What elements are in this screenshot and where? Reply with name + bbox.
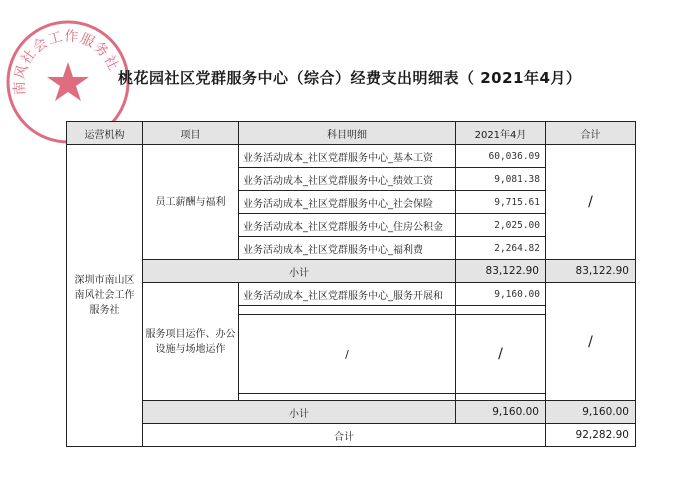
- amount-cell: 2,264.82: [456, 237, 546, 260]
- detail-cell: 业务活动成本_社区党群服务中心_绩效工资: [239, 168, 456, 191]
- subtotal-label: 小计: [143, 401, 456, 424]
- detail-cell: 业务活动成本_社区党群服务中心_福利费: [239, 237, 456, 260]
- grand-total-row: [67, 424, 636, 447]
- item-salary: 员工薪酬与福利: [143, 145, 239, 260]
- table-row: [67, 283, 636, 306]
- item-operations: 服务项目运作、办公设施与场地运作: [143, 283, 239, 401]
- blank-amount-mark: /: [456, 315, 546, 394]
- table-row: [67, 145, 636, 168]
- header-row: [67, 122, 636, 145]
- org-name: 深圳市南山区南风社会工作服务社: [67, 145, 143, 447]
- amount-cell-empty: [456, 394, 546, 401]
- amount-cell: 2,025.00: [456, 214, 546, 237]
- header-month: 2021年4月: [456, 122, 546, 145]
- section1-total-mark: /: [546, 145, 636, 260]
- subtotal-month: 9,160.00: [456, 401, 546, 424]
- subtotal-total: 9,160.00: [546, 401, 636, 424]
- subtotal-total: 83,122.90: [546, 260, 636, 283]
- header-total: 合计: [546, 122, 636, 145]
- detail-cell: 业务活动成本_社区党群服务中心_住房公积金: [239, 214, 456, 237]
- subtotal-label: 小计: [143, 260, 456, 283]
- blank-detail-mark: /: [239, 315, 456, 394]
- detail-cell-empty: [239, 394, 456, 401]
- subtotal-month: 83,122.90: [456, 260, 546, 283]
- detail-cell-empty: [239, 306, 456, 315]
- page-title: 桃花园社区党群服务中心（综合）经费支出明细表（ 2021年4月）: [118, 69, 582, 87]
- header-org: 运营机构: [67, 122, 143, 145]
- amount-cell: 9,081.38: [456, 168, 546, 191]
- detail-cell: 业务活动成本_社区党群服务中心_基本工资: [239, 145, 456, 168]
- amount-cell: 9,715.61: [456, 191, 546, 214]
- svg-text:南风社会工作服务社: 南风社会工作服务社: [11, 28, 122, 96]
- subtotal-row: [67, 260, 636, 283]
- amount-cell: 60,036.09: [456, 145, 546, 168]
- grand-total-label: 合计: [143, 424, 546, 447]
- subtotal-row: [67, 401, 636, 424]
- amount-cell: 9,160.00: [456, 283, 546, 306]
- detail-cell: 业务活动成本_社区党群服务中心_社会保险: [239, 191, 456, 214]
- amount-cell-empty: [456, 306, 546, 315]
- grand-total-value: 92,282.90: [546, 424, 636, 447]
- section2-total-mark: /: [546, 283, 636, 401]
- detail-cell: 业务活动成本_社区党群服务中心_服务开展和: [239, 283, 456, 306]
- header-item: 项目: [143, 122, 239, 145]
- expense-table: [66, 121, 636, 447]
- header-detail: 科目明细: [239, 122, 456, 145]
